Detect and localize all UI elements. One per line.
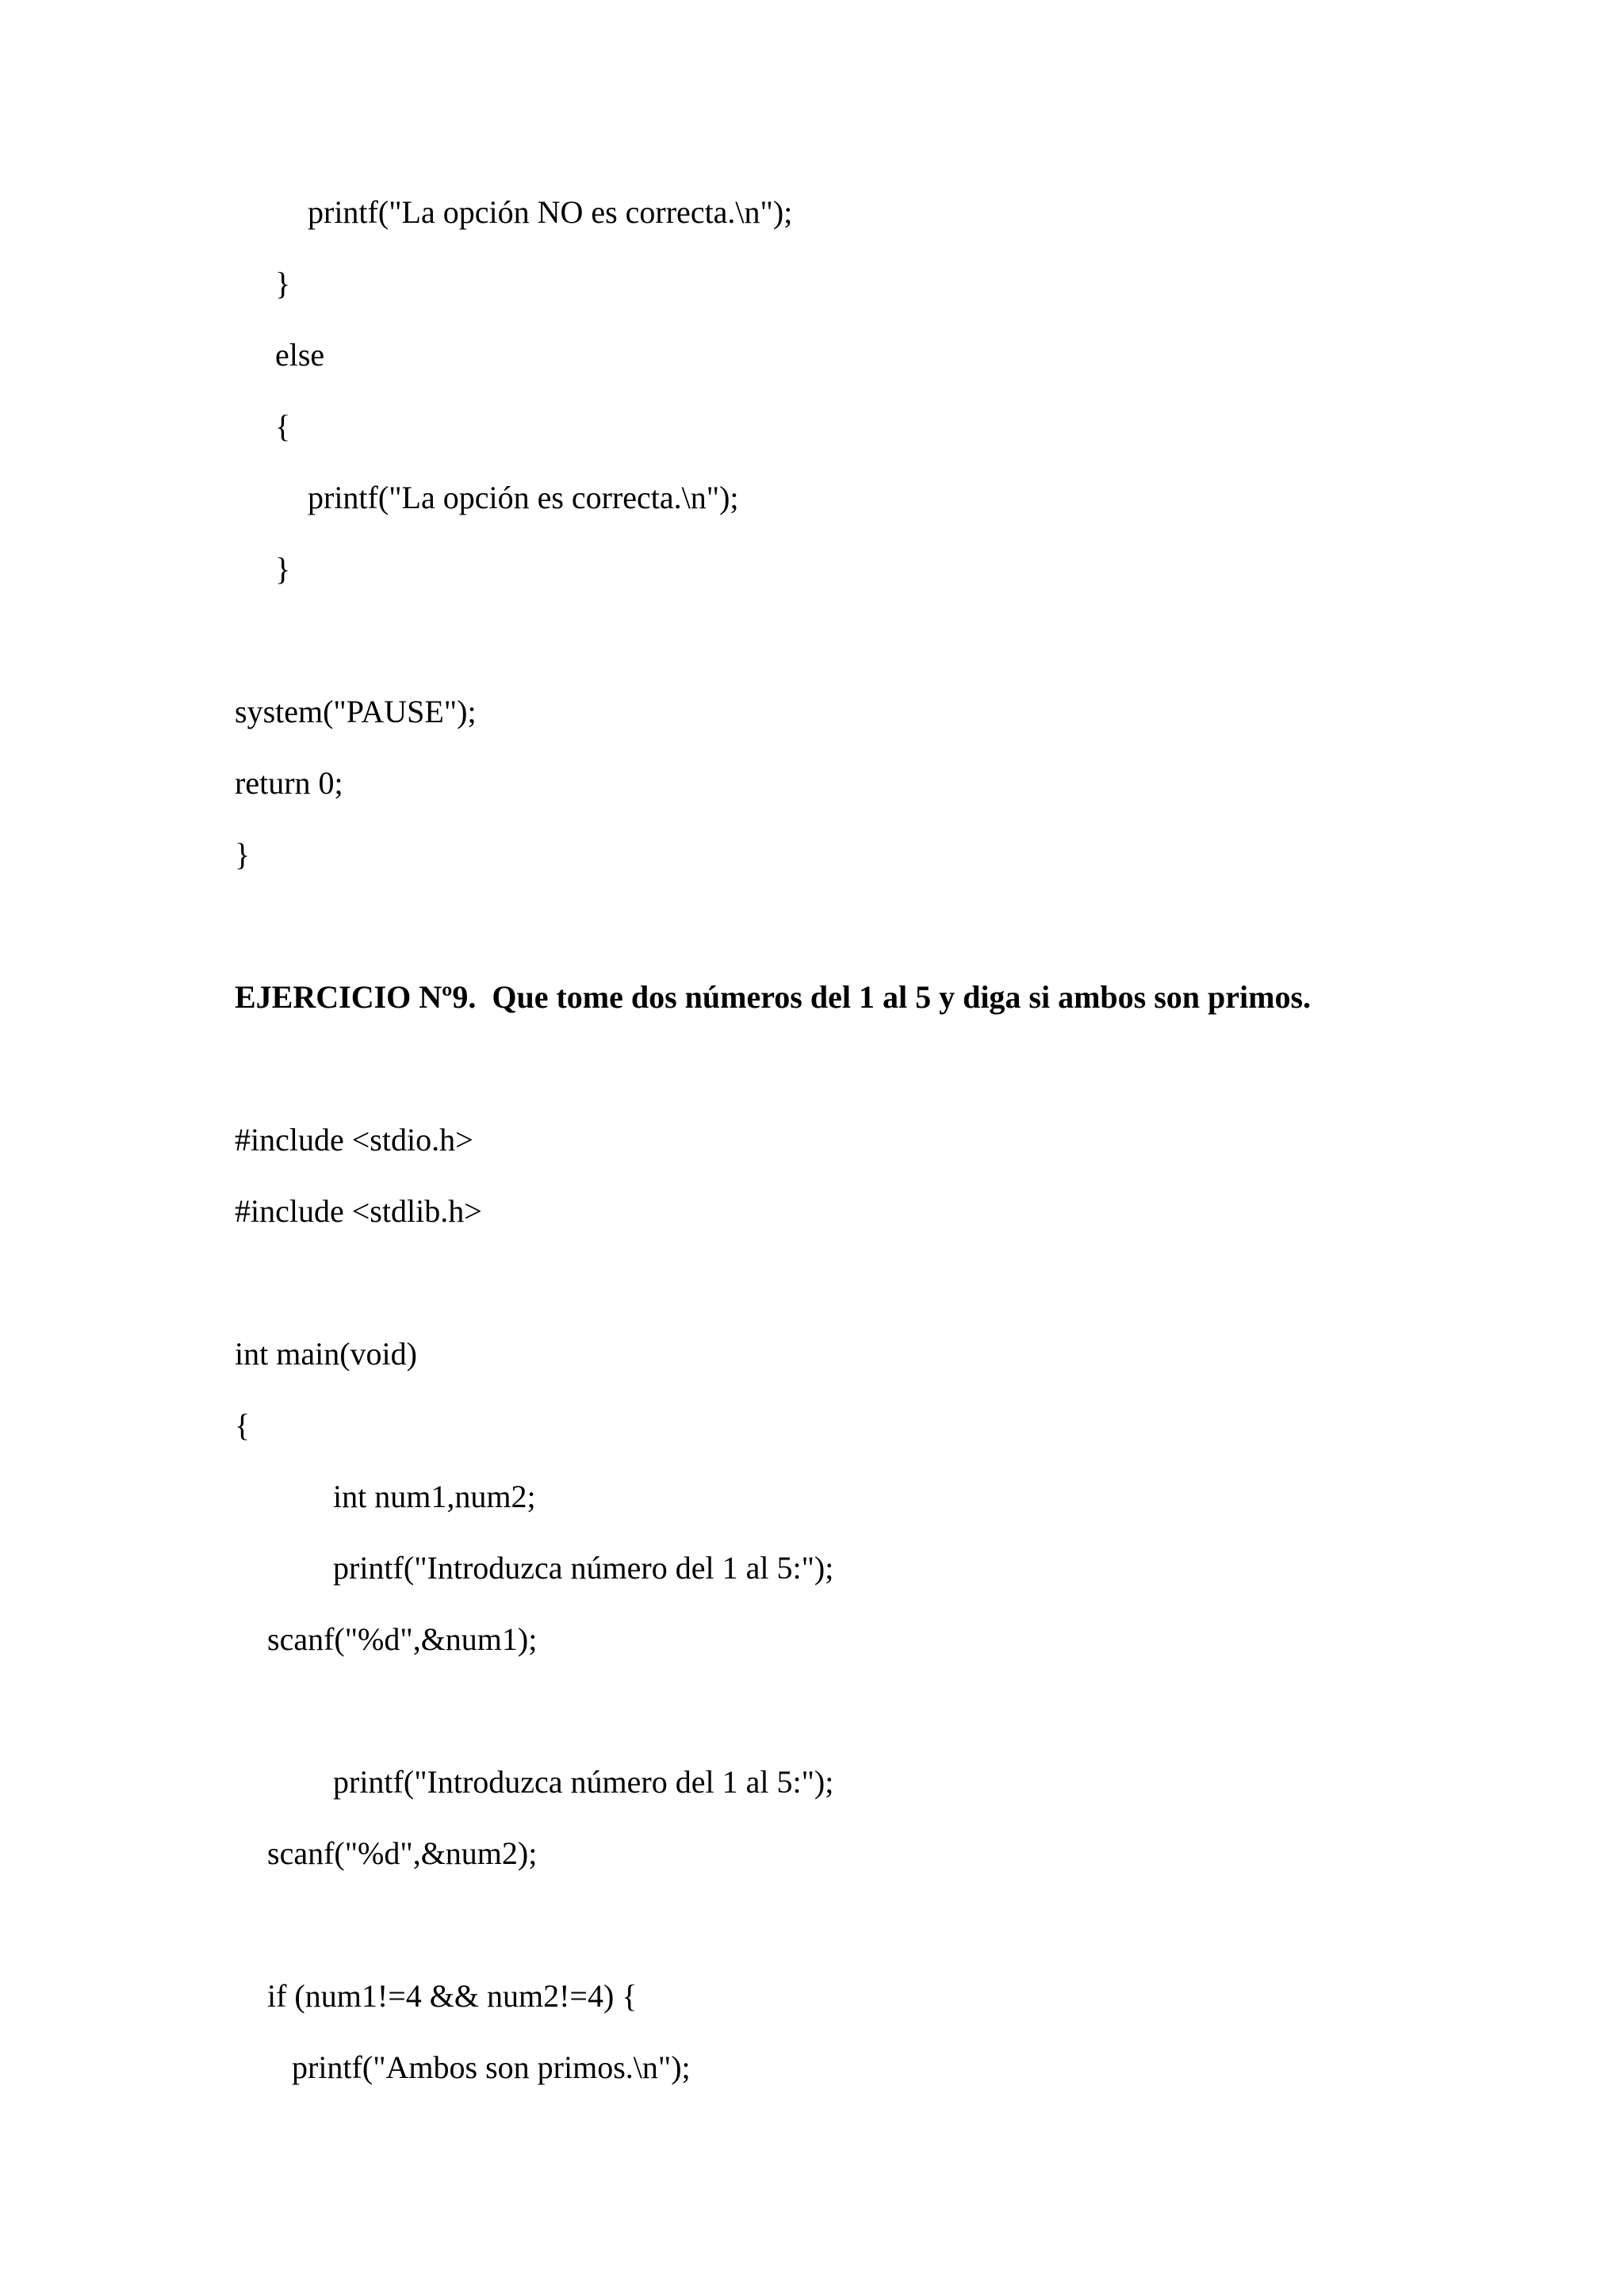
code-line: #include <stdio.h> bbox=[235, 1122, 473, 1158]
code-line: printf("La opción NO es correcta.\n"); bbox=[308, 194, 793, 230]
code-line: } bbox=[275, 551, 291, 587]
code-line: printf("La opción es correcta.\n"); bbox=[308, 480, 739, 515]
code-line: printf("Ambos son primos.\n"); bbox=[292, 2049, 691, 2085]
code-line: int num1,num2; bbox=[333, 1479, 536, 1514]
code-line: int main(void) bbox=[235, 1336, 417, 1372]
code-line: printf("Introduzca número del 1 al 5:"); bbox=[333, 1764, 834, 1800]
code-line: { bbox=[235, 1407, 251, 1443]
exercise-heading: EJERCICIO Nº9. Que tome dos números del 1 al 5 y diga si ambos son primos. bbox=[235, 979, 1312, 1015]
code-line: scanf("%d",&num1); bbox=[267, 1621, 538, 1657]
code-line: system("PAUSE"); bbox=[235, 694, 477, 729]
code-line: } bbox=[235, 836, 251, 872]
code-line: if (num1!=4 && num2!=4) { bbox=[267, 1978, 638, 2014]
code-line: { bbox=[275, 408, 291, 444]
code-line: } bbox=[275, 266, 291, 301]
code-line: else bbox=[275, 337, 325, 373]
code-line: printf("Introduzca número del 1 al 5:"); bbox=[333, 1550, 834, 1586]
code-line: return 0; bbox=[235, 765, 343, 801]
code-line: scanf("%d",&num2); bbox=[267, 1835, 538, 1871]
code-line: #include <stdlib.h> bbox=[235, 1193, 482, 1229]
